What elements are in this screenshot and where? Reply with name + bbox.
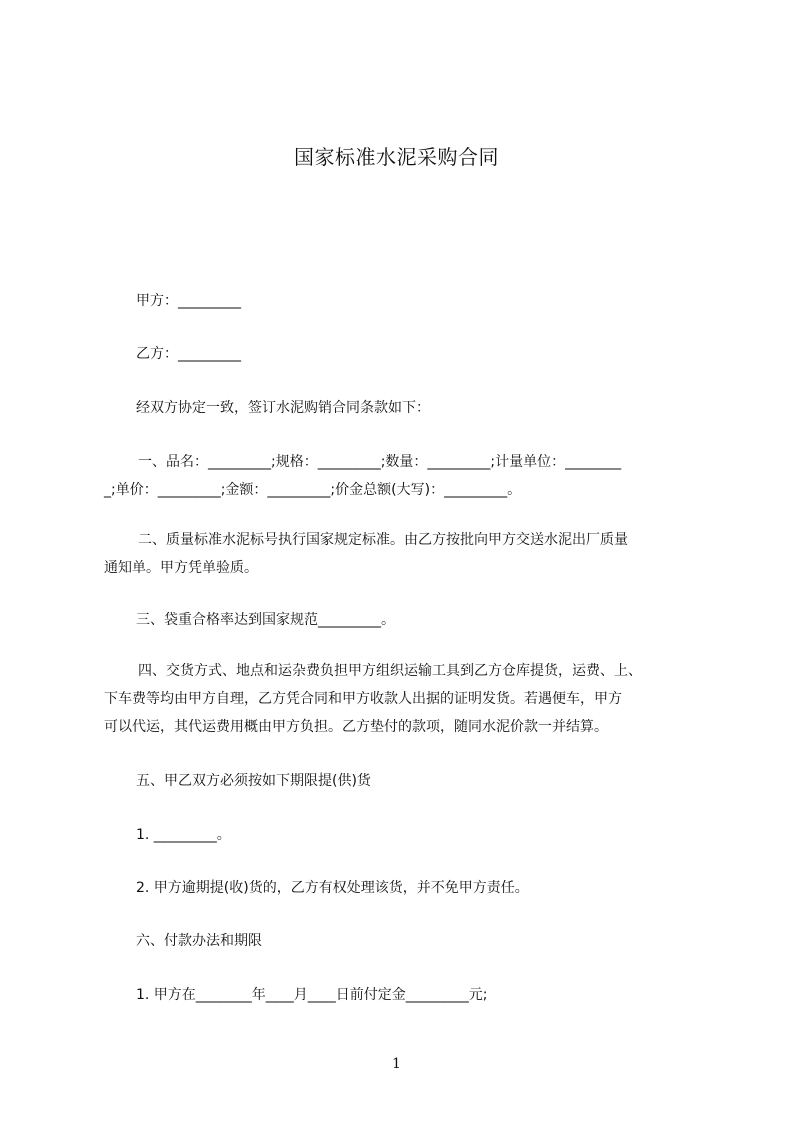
party-b-line: 乙方：_________ <box>136 346 241 362</box>
clause-4-line-2: 下车费等均由甲方自理，乙方凭合同和甲方收款人出据的证明发货。若遇便车，甲方 <box>104 691 622 707</box>
clause-4 <box>138 657 738 685</box>
clause-1 <box>138 448 738 476</box>
page-number: 1 <box>392 1056 401 1072</box>
clause-4-line-1: 四、交货方式、地点和运杂费负担甲方组织运输工具到乙方仓库提货，运费、上、 <box>138 663 642 679</box>
clause-1-cont <box>104 476 704 504</box>
clause-5: 五、甲乙双方必须按如下期限提(供)货 <box>136 773 371 789</box>
clause-2-line-1: 二、质量标准水泥标号执行国家规定标准。由乙方按批向甲方交送水泥出厂质量 <box>138 532 628 548</box>
clause-2-cont <box>104 554 704 582</box>
clause-1-line-2: _;单价：_________;金额：_________;价金总额(大写)：_________。 <box>104 482 522 498</box>
clause-1-line-1: 一、品名：_________;规格：_________;数量：_________;计量单位：________ <box>138 454 622 470</box>
clause-6: 六、付款办法和期限 <box>136 933 262 949</box>
party-a-line: 甲方：_________ <box>136 293 241 309</box>
clause-4-line-3: 可以代运，其代运费用概由甲方负担。乙方垫付的款项，随同水泥价款一并结算。 <box>104 719 608 735</box>
clause-6-item-1: 1. 甲方在________年____月____日前付定金_________元; <box>136 987 488 1003</box>
clause-2-line-2: 通知单。甲方凭单验质。 <box>104 560 258 576</box>
clause-3: 三、袋重合格率达到国家规范_________。 <box>136 612 395 628</box>
clause-4-cont <box>104 685 704 741</box>
clause-5-item-1: 1. _________。 <box>136 827 231 843</box>
document-title: 国家标准水泥采购合同 <box>294 145 499 169</box>
intro-paragraph: 经双方协定一致，签订水泥购销合同条款如下： <box>136 400 430 416</box>
clause-5-item-2: 2. 甲方逾期提(收)货的，乙方有权处理该货，并不免甲方责任。 <box>136 880 529 896</box>
clause-2 <box>138 526 738 554</box>
